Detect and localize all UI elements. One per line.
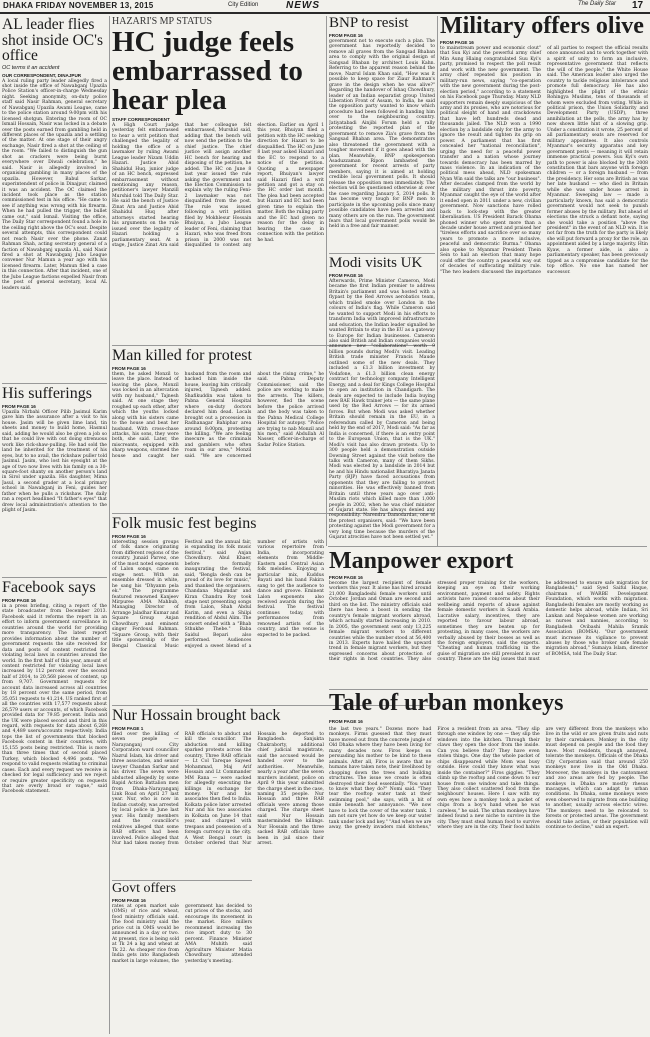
page-masthead [0,0,650,14]
headline: Govt offers [112,881,176,896]
from-line: FROM PAGE 16 [329,273,363,278]
headline: Facebook says [2,580,96,596]
article-body: government not to execute such a plan. The government has reportedly decided to remove all graves from the Sangsad Bhaban area to comply with the original design of Sangsad Bhaban by architect Louis Kahn. Referring to the apparent reason behind the move, Nazrul Islam Khan said, "How was it possible to keep space for Ziaur Rahman's grave in the design when he was alive?" Regarding the handover of Ishaq Chowdhury, leader of an Indian separatist group United Liberation Front of Assam, to India, he said the opposition party wanted to know which procedure had been followed in handing him over to the neighbouring country. Jatiyatabadi Ainjibi Forum held a rally protesting the reported plan of the government to remove Zia's grave from the Sangsad Bhaban area. The demonstrators also threatened the government with a tougher movement if it goes ahead with the plan. Meanwhile, BNP spokesperson Asaduzzaman Ripon lambasted the government for recent arrests of party members, saying it is aimed at holding credible local government polls. It should release the opposition men immediately. The election will be questioned otherwise at over the case regarding January 5, 2014 polls. It has become very tough for BNP men to participate in the upcoming polls since many possible candidates have been arrested and many others are on the run. The government fears that local government polls would be held in a free and fair manner. [329,39,435,230]
from-line: FROM PAGE 16 [112,898,146,903]
from-line: FROM PAGE 16 [2,404,36,409]
masthead-label: NEWS [286,0,320,11]
masthead-date: DHAKA FRIDAY NOVEMBER 13, 2015 [3,1,154,10]
article-body: rates at open market sale (OMS) of rice and wheat, food ministry officials said. The food ministry said the price cut in OMS would be announced in a day or two. At present, rice is being sold at Tk 24 a kg and wheat at Tk 22. As cheaper rice from India gets into Bangladesh market in large volumes, the government has decided to cut prices of the stocks, and encourage its movement in the market. Rice millers recommend increasing the rice import duty to 30 percent. Finance Minister AMA Muhith said Agriculture Minister Matia Chowdhury attended yesterday's meeting. [112,904,252,964]
headline: Man killed for protest [112,348,252,364]
headline: Nur Hossain brought back [112,708,281,724]
article-body: interesting session groups of folk dance originating from different regions of the country. Junaid Parvez, one of the most noted exponents of Lalon songs, came on stage next. With an ensemble dressed in white, he sang his "Dhyanm pela ek." The programme featured renowned Kanjeev Mirpuree AMA Mahbub, Managing Director of Arrange Jaladhar Kumar and Square Group Anjan Chowdhury and eminent singer Ferdousi Rahman. "Square Group, with their title sponsorship of the Bengal Classical Music Festival and the annual fair, is expanding its folk music festival," said Anjan Chowdhury. Abul Khaer, before formally inaugurating the festival, said, "Bengla desh can be proud of its love for music," and thanked the organisers. Chandana Majumdar and Kiran Chandra Roy took stage next presenting songs from Lalon, Shah Abdul Karim, and even a Shilpi rendition of Abdul Alim. The concert ended with a "Bhab Sthukhe Thebe." Baba Saidul Bepari also performed. Audiences enjoyed a sweet blend of a number of artists with various repertoire from India, incorporating elements from Middle-Eastern and Central Asian folk melodies. Enjoying a particular mix, Kuddus Bayati and his band Fakira sang to get the audience to dance and groove. Eminent Lalon exponents also received awards during the festival. The festival continues today, with performances from renowned artists of the country, and the venue is expected to be packed. [112,540,324,649]
headline: BNP to resist [329,16,409,31]
section-rule [112,880,252,881]
article-body: A High Court judge yesterday felt embarrassed to hear a writ petition that challenged the legality of holding the office of a lawmaker by ruling Awami League leader Nizam Uddin Hazari. Justice Abid Shahidul Huq, junior judge of an HC bench, expressed embarrassment without mentioning any reason, petitioner's lawyer Manzill Murshid told The Daily Star. He said the bench of Justice Zinat Ara and Justice Abid Shahidul Huq after attorneys started hearing his arguments on the rule issued over the legality of Hazari holding a parliamentary seat. At a stage, Justice Zinat Ara said that her colleague felt embarrassed, Murshid said, adding that the bench will now send the petition to the chief justice. The chief justice will assign another HC bench for hearing and disposing of the petition, he added. The HC on June 8 last year issued the rule asking the government and the Election Commission to explain why the ruling Feni-2 lawmaker was not disqualified from the post. The rule was issued following a writ petition filed by Mokhlesur Hossain Bhuiyan, a Jubo League leader of Feni, claiming that Hazari, who was freed from prison in 2000 was not disqualified to contest any election. Earlier on April 1 this year, Bhuiyan filed a petition with the HC seeking direction for Hazari to be disqualified. The HC on June 8 last year asked Hazari and the EC to respond to a notice of the petition. Quoting a newspaper report, Bhuiyan's lawyer said Hazari filed a writ petition and got a stay on the HC order last month. The plea had been accepted but Hazari and EC had been given time to explain the matter. Both the ruling party and the EC had given no reason for the delay in hearing the case in connection with the petition he had. [112,123,324,248]
page-number: 17 [632,0,644,11]
headline: Tale of urban monkeys [329,691,564,716]
article-body: Upazila Nirbahi Officer Pilib Jasimul Karim gave him the assurance after a visit to his house. Jasim will be given lime land, tin sheets and money to build home, Hasmul said, adding he would also be given a job so that he could live with out doing strenuous work like rick-shaw-pulling. He had sold the land he inherited for the treatment of his eyes, but to no avail, the rickshaw puller told Jasimul. Jasim, who lost his eyesight at the age of two now lives with his family on a 30-square-foot shanty on another person's land in Sirol under upazila. His daughter, Mima Jasul, a second grader at a local primary school in Nawabganj in Feni, guides her father when he pulls a rickshaw. The daily ran a report headlined "It father's eyes" that drew local administration's attention to the plight of Jasim. [2,410,107,514]
article-body: A local ruling party leader allegedly fired a shot inside the office of Nawabganj Upazila Police Station's officer-in-charge Wednesday night. Seeking anonymity, on-duty police staff said Nasir Rahman, general secretary of Nawabganj Upazila Awami League, came to the police station around 9:00pm with his licensed shotgun. Entering the room of OC Ismail Hossain, Nasir was locked in a debate over the posts earned from gambling held in different places of the upazila and a settling of the matter. At one stage of their angry exchange, Nasir fired a shot at the ceiling of the room. "We failed to distinguish the gun shot as crackers were being burnt everywhere over Diwali celebration," he said. Nasir is allegedly involved in organising gambling in many places of the upazila. However, Babul Sarkar, superintendent of police in Dinajpur, claimed it was an accident. The OC claimed the incident took place as the station commissioned test in his office. "He came to see if anything was wrong with his firearm. When he had pulled the trigger, the bullet came out," said Ismail. Visiting the office, The Daily Star correspondent found a hole in the ceiling right above the OC's seat. Despite several attempts, this correspondent could not reach Nasir over the phone. Zanat Rahman Shah, acting secretary general of a faction of Nawabganj upazila AL, said Nasir fired a shot at Nawabganj Jubo League convener Nur Mamun a year ago with his licensed firearm. Later, Mamun filed a case in this connection. After that incident, one of the Jubo League factions expelled Nasir from the post of general secretary, local AL leaders said. [2,78,107,291]
article-facebook [2,580,107,1035]
from-line: FROM PAGE 16 [112,534,146,539]
headline: Modi visits UK [329,256,423,271]
article-al-leader [2,17,107,381]
article-bnp [329,16,435,250]
headline: His sufferings [2,386,92,402]
section-rule [329,253,435,254]
article-body: Afterwards, Prime Minister Cameron, Modi became the first Indian premier to address Britain's parliament and was hosted with a flypast by the Red Arrows aerobatics team, which trailed smoke over London in the colours of India's flag. While Cameron said he wanted to support Modi in his efforts to transform India with improved infrastructure and education, the Indian leader signalled he wanted Britain to stay in the EU as a gateway to Europe for Indian businesses. Cameron also said British and Indian companies would announce new "collaborations" worth 9 billion pounds during Modi's visit. Leading British trade minister Francis Maude outlined some of the new deals. They included a £1.3 billion investment by Vodafone, a £1.3 billion clean energy contract for technology company Intelligent Energy, and a deal for Kings College Hospital to open an institution in Chandigarh. The deals are expected to include India buying new BAE Hawk trainer jets — the same plane used by the Red Arrows — for its armed forces. But when Modi was asked whether Britain should remain in the EU, in a referendum called by Cameron and being held by the end of 2017, Modi said: "As far as India is concerned, if there is an entry point to the European Union, that is the UK." Modi's visit has also drawn protests. Up to 300 people held a demonstration outside Downing Street against the visit before the talks with Cameron, many of them Sikhs. Modi was elected by a landslide in 2014 but he and his Hindu nationalist Bharatiya Janata Party (BJP) have faced accusations from opponents that they are failing to protect minorities. He was effectively banned from Britain until three years ago over anti-Muslim riots which killed more than 1,000 people in 2002, when he was chief minister of Gujarat state. He has always denied any responsibility. Narendra Damodardas, one of the protest organisers, said: "We have been protesting against the Modi government for a very long time because the murders of the Gujarat atrocities have not been settled yet." [329,279,435,541]
headline: AL leader flies shot inside OC's office [2,17,103,64]
byline: OUR CORRESPONDENT, DINAJPUR [2,72,82,78]
column-rule [326,16,327,546]
article-body: them, he asked Monzil to leave the place. Instead of leaving the place, Monzil was locked in an altercation with my husband," Tajnesh said. At one stage they roughed up each other, after which the youths locked along with his sisters came to the house and beat her husband. With cross-chase attacks, his sons, they were both, she said. Later, the miscreants, equipped with sharp weapons, stormed the house and caught her husband from the room and hacked him inside the house, leaving him critically injured, Tajnesh added. Shafikuddin was taken to Pabna General Hospital where on-duty doctors declared him dead. Locals brought out a procession in Radhanagar Bahiphar area around 8:00pm, protesting the killing. "We are feeling insecure as the criminals and gamblers who often roam in our area," Monzil said. "We are concerned about the rising crime," he said. Pabna Deputy Commissioner, said the police are working to make the arrests. The killers, however, fled the scene before the police arrived and the body was taken to the Pabna Medical College Hospital for autopsy. "Police are trying to nab Monzil and his men," said Abdullah Al Nasser, officer-in-charge of Sadar Police Station. [112,372,324,459]
section-rule [329,689,648,690]
kicker: HAZARI'S MP STATUS [112,16,213,27]
headline: Military offers olive [440,14,644,39]
article-body: in a press briefing, citing a report of the state broadcaster from December 2013. Facebook said it reforms the report in an effort to inform government surveillance in countries around the world for providing more transparency. The latest report provides information about the number of government requests the site received for data and posts of content restricted for violating local laws in countries around the world. In the first half of this year, amount of content restricted for violating local laws increased by 112 percent over the second half of 2014, to 20,568 pieces of content, up from 9,707. Government requests for account data increased across all countries by 18 percent over the same period, from 35,051 requests to 41,214. US ranked first of all the countries with 17,577 requests about 26,579 users or accounts, of which Facebook provided data for 79.85 percent. India and the UK were placed second and third in this regard, with requests for data about 6,268 and 4,489 users/accounts respectively. India tops the list of governments that blocked Facebook content in their countries, with 15,155 posts being restricted. This is more than three times that of second placed Turkey, which blocked 4,496 posts. "We respond to valid requests relating to criminal cases. Each and every request we receive is checked for legal sufficiency and we reject or require greater specificity on requests that are overly broad or vague," said Facebook statement. [2,604,107,795]
masthead-logo: The Daily Star [578,1,617,7]
from-line: FROM PAGE 16 [440,40,474,45]
from-line: FROM PAGE 1 [112,726,144,731]
article-man-killed [112,348,324,511]
article-body: filed over the killing of seven people — Narayanganj City Corporation ward councillor Nazrul Islam, his driver and three associates, and senior lawyer Chandan Sarkar and his driver. The seven were abducted allegedly by some Rapid Action Battalion men from Dhaka-Narayanganj Link Road on April 27 last year. Nur, who is now in Indian custody, was arrested by local police in June last year. His family members and the councillor's relatives alleged that some RAB officers had been involved. Police alleged that Nur had taken money from RAB officials to abduct and kill the councillor. The abduction and killing sparked protests across the country. Three RAB officials — Lt Col Tareque Sayeed Mohammad, Maj Arif Hossain and Lt Commander MM Rana — were sacked for allegedly executing the killings in exchange for money. Nur and his associates then fled to India. Kolkata police later arrested Nur and his two associates in Kolkata on June 14 that year, and charged with trespass and possession of a foreign currency in the city. A West Bengal court in October ordered that Nur Hossain be deported to Bangladesh. Sanjukta Chakraborty, additional chief judicial magistrate, said the accused would be handed over to the authorities. Meanwhile, nearly a year after the seven murders incident, police on April 9 this year submitted the charge sheet in the case, naming 35 people. Nur Hossain and three RAB officials were among those charged. The charge sheet said Nur Hossain masterminded the killings. Nur Hossain and the three sacked RAB officials have been in jail since their arrest. [112,732,324,847]
column-rule [437,16,438,546]
section-rule [2,577,107,578]
from-line: FROM PAGE 16 [329,575,363,580]
subheadline: OC terms it an accident [2,64,60,71]
headline: Folk music fest begins [112,516,257,532]
article-body: to mainstream power and economic clout" that Suu Kyi and the powerful army chief Min Aung Hlaing congratulated Suu Kyi's party, promised to respect the poll result and work with the new government. The army chief repeated his position in military-run news, saying "co-operation with the new government during the post-election period," according to a statement on his Facebook page Thursday. Many NLD supporters remain deeply suspicious of the army and its proxies, who are notorious for political sleight of hand and crackdowns that have left hundreds dead and thousands jailed. The NLD won a 1990 election by a landslide only for the army to ignore the result and tighten its grip on power. A parliament that has first concealed her "national reconciliation", urging the need for a peaceful power transfer and a nation whose journey towards democracy has been marred by mass violence. In an indication of the political mess ahead, NLD spokesman Nyan Win said the talks are "our business". After decades clamped from the world by the military and thrust into poverty, Myanmar caught the eye of the world after it ended open in 2011 under a new, civilian government. Now sanctions have rolled back to lock-step with the greater liberalisation. US President Barack Obama phoned winner who spent more than a decade under house arrest and praised her "tireless efforts and sacrifice over so many years to promote a more inclusive, peaceful and democratic Burma." Obama also spoke to Myanmar President Thein Sein to hail an election that many hope could offer the country a peaceful way out of decades of suffocating military rule. "The two leaders discussed the importance of all parties to respect the official results once announced and to work together with a spirit of unity to form an inclusive, representative government that reflects the will of the people," the White House said. The American leader also urged the country to tackle religious intolerance and promote full democracy. He has also highlighted the plight of the ethnic Rohingya Muslims, tens of thousands of whom were excluded from voting. While in political prison, the Union Solidarity and Development Party (USDP), three annihilation at the polls, the army has by now shown little hint of a slowing grip. Under a constitution it wrote, 25 percent of all parliamentary seats are reserved for military appointees. It also controls Myanmar's security apparatus and key government posts — meaning it will retain immense practical powers. Suu Kyi's own path to power is also blocked by the 2008 constitution that bars anyone with foreign children — or a foreign husband — from the presidency. Her sons are British as was her late husband — who died in Britain while she was under house arrest in Myanmar. Sweeping law — made a particularly known, has said a democratic government would not seek to punish former abuses by the military. But ahead of elections the struck a defiant note, saying she would take a position "above the president" in the event of an NLD win. It is not far from the truth for the party is likely she will put forward a proxy for the role, an appointment aided by a large majority. Htin Kyaw, a former aide, is also a parliamentary speaker, has been previously tipped as a compromise candidate for the top office. No one has named her successor. [440,46,648,275]
byline: STAFF CORRESPONDENT [112,117,170,122]
masthead-section: City Edition [228,2,259,8]
article-body: become the largest recipient of female workers this year. It alone has hired around 21,000 Bangladeshi female workers until October. Jordan and Oman are second and third on the list. The ministry officials said there has been a boost in sending the country's female migrant workers abroad, which actually started increasing in 2010. In 2005, the government sent only 13,225 female migrant workers to different countries while the number stood at 56,400 in 2013. Experts have hailed the upward trend in female migrant workers, but they expressed concerns about protection of their rights in host countries. They also stressed proper training for the workers, keeping an eye on their working environment, payment and safety. Rights activists have raised concerns about their wellbeing amid reports of abuse against female domestic workers in Saudi Arabia. Lucrative salary, incentives, they are reported to favour labour abroad, sometimes they are beaten up for protesting, in many cases, the workers are verbally abused by their bosses as well as the foreign employers, said the experts. "Cheating and human trafficking in the guise of migration are still prevalent in our country. These are the big issues that must be addressed to ensure safe migration for Bangladeshi," said Syed Saiful Haque, chairman of WARBE Development Foundation, which works with migration. Bangladeshi females are mostly working as domestic helps abroad, while Indian, Sri Lankan and Nepalese women are working as nurses and nannies, according to Bangladesh Ovibashi Mahila Sramik Association (BOMSA). "Our government must increase its vigilance to prevent abuses by those who broker safe female migration abroad," Sumaiya Islam, director of BOMSA, told The Daily Star. [329,581,648,663]
article-manpower [329,549,648,687]
from-line: FROM PAGE 16 [112,366,146,371]
from-line: FROM PAGE 16 [2,598,36,603]
headline: Manpower export [329,549,514,574]
govt-offers-box [112,880,252,1035]
section-rule [328,546,647,547]
article-monkeys [329,691,648,1034]
headline: HC judge feels embarrassed to hear plea [112,26,303,116]
article-folk-music [112,516,324,703]
from-line: FROM PAGE 16 [329,719,363,724]
article-nur-hossain [112,708,324,1035]
column-rule [109,16,110,1034]
from-line: FROM PAGE 16 [329,33,363,38]
article-hc-judge [112,16,324,343]
article-sufferings [2,386,107,574]
article-military [440,14,648,544]
section-rule [2,383,107,384]
article-modi [329,256,435,544]
article-body: the last two years." Dozens more had monkeys. Firms guessed that they must have moved out from the concrete jungle of Old Dhaka where they have been living for many decades now. Firos keeps on persuading his mother to be kind to these animals. After all, Firos is aware that no humans have taken note, their livelihood by chopping down the trees and building structures. The issue we create is often destroyed their food essentially. "You want to know what they do?" Nomi said. "They tear the rooftop water tank at their swimming pool," she says, with a bit of smile beneath her annoyance. "We now have to lock the cover of the water tank. I am not sure yet how do we keep our water tank under lock and key." "And when we are away, the greedy invaders raid kitchens," Firos a resident from an area. "They slip through one window by one — they slip the windows into the kitchen. Through their claws they open the door from the inside. Can you believe that? They have even stolen things. One day the whole packet of chips disappeared while Mom was busy outside. How could they know what was inside the container?" Firos giggles. "They climb up the rooftop and come down to our house from one window and take things. They also collect scattered food from the neighbours' houses. Here I saw with my own eyes how a monkey took a packet of chips from a boy's hand when he was careless," he said. The urban monkeys have indeed found a new niche to survive in the city. They must steal human food to survive where they are in the city. Their food habits are very different from the monkeys who live in the wild or are given fruits and nuts by their caretakers. Monkey in the city must depend on people and the food they have. Most residents, though annoyed, tolerate the monkeys. Officials of the Dhaka City Corporation said that around 250 monkeys now live in the Old Dhaka. Moreover, the monkeys in the cantonment and zoo areas are fed by people. The monkeys in Dhaka are mostly rhesus macaques, which can adapt to urban conditions. In Dhaka, some monkeys were even observed to migrate from one building to another, usually across electric wires. "The monkeys need to be relocated to forests or protected areas. The government should take action, or their population will continue to decline," said an expert. [329,727,648,831]
